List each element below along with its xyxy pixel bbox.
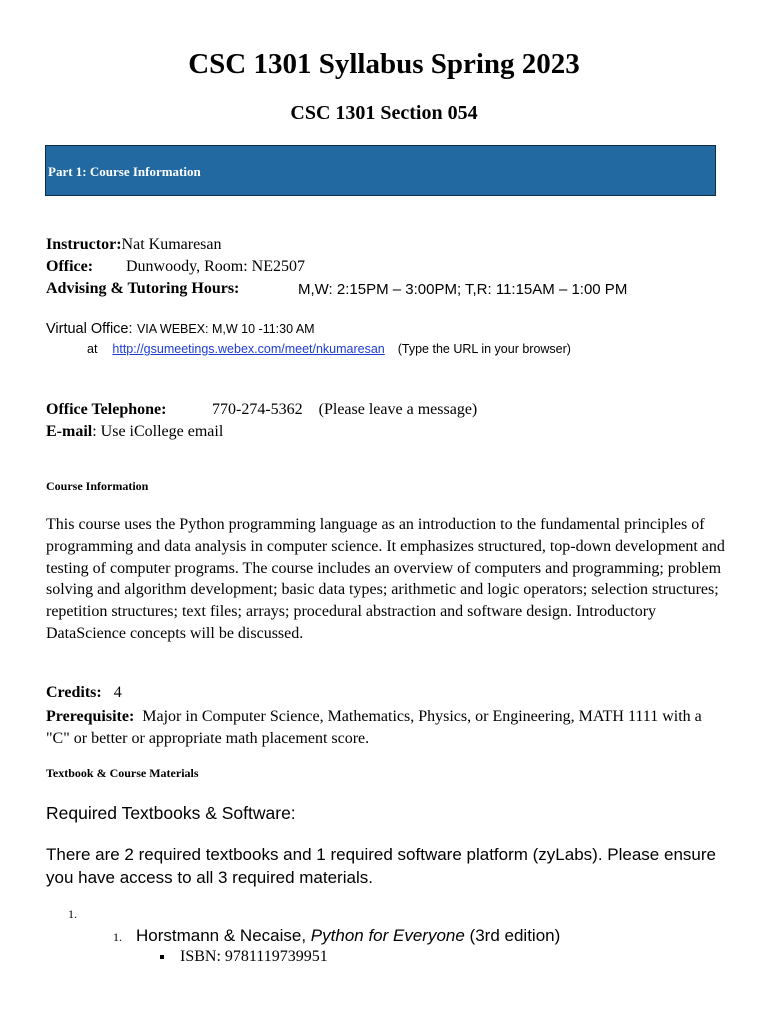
telephone-label: Office Telephone:: [46, 401, 167, 418]
virtual-office-line: [46, 320, 315, 338]
book-title: Python for Everyone: [310, 926, 465, 945]
prerequisite-line: [46, 706, 726, 750]
virtual-office-value: VIA WEBEX: M,W 10 -11:30 AM: [136, 322, 315, 336]
book-edition: (3rd edition): [464, 926, 561, 945]
book-authors: Horstmann & Necaise,: [136, 926, 311, 945]
at-label: at: [87, 342, 98, 356]
instructor-line: [46, 236, 222, 254]
office-line: [46, 258, 93, 276]
hours-value: M,W: 2:15PM – 3:00PM; T,R: 11:15AM – 1:00 PM: [298, 281, 628, 298]
document-subtitle: CSC 1301 Section 054: [290, 102, 478, 124]
hours-label: Advising & Tutoring Hours:: [46, 280, 240, 297]
url-note: (Type the URL in your browser): [397, 342, 571, 356]
credits-label: Credits:: [46, 684, 102, 701]
telephone-note: (Please leave a message): [318, 401, 478, 418]
required-textbooks-heading: Required Textbooks & Software:: [46, 803, 296, 823]
prerequisite-value: Major in Computer Science, Mathematics, Physics, or Engineering, MATH 1111 with a "C" or better or appropriate math placement score.: [46, 708, 702, 747]
instructor-label: Instructor:: [46, 236, 122, 253]
bullet-icon: [160, 955, 164, 959]
part-banner-label: Part 1: Course Information: [48, 164, 201, 179]
credits-value: 4: [113, 684, 122, 701]
office-label: Office:: [46, 258, 94, 275]
document-title: CSC 1301 Syllabus Spring 2023: [188, 48, 580, 80]
textbook-materials-heading: Textbook & Course Materials: [46, 766, 199, 780]
course-description: This course uses the Python programming language as an introduction to the fundamental principles of programming and data analysis in computer science. It emphasizes structured, top-down development and testing of computer programs. The course includes an overview of computers and programming; problem solving and algorithm development; basic data types; arithmetic and logic operators; selection structures; repetition structures; text files; arrays; procedural abstraction and software design. Introductory DataScience concepts will be discussed.: [46, 516, 725, 642]
email-value: : Use iCollege email: [92, 423, 224, 440]
office-value: Dunwoody, Room: NE2507: [126, 258, 305, 275]
instructor-value: Nat Kumaresan: [121, 236, 222, 253]
isbn-item: [160, 948, 328, 966]
email-line: [46, 423, 223, 441]
email-label: E-mail: [46, 423, 93, 440]
textbook-item: [136, 926, 560, 946]
virtual-office-label: Virtual Office:: [46, 321, 133, 337]
credits-line: [46, 684, 122, 702]
course-information-heading: Course Information: [46, 479, 149, 493]
isbn-value: ISBN: 9781119739951: [180, 948, 328, 965]
webex-url-link[interactable]: http://gsumeetings.webex.com/meet/nkumaresan: [112, 342, 385, 356]
telephone-number: 770-274-5362: [212, 401, 303, 418]
virtual-office-url-line: [87, 342, 571, 356]
part-1-banner: [45, 145, 716, 196]
telephone-line: [212, 401, 477, 419]
outer-list-number: 1.: [68, 907, 77, 921]
required-materials-text: There are 2 required textbooks and 1 required software platform (zyLabs). Please ensure you have access to all 3 required materials.: [46, 845, 716, 887]
prerequisite-label: Prerequisite:: [46, 708, 135, 725]
inner-list-number: 1.: [113, 930, 122, 944]
